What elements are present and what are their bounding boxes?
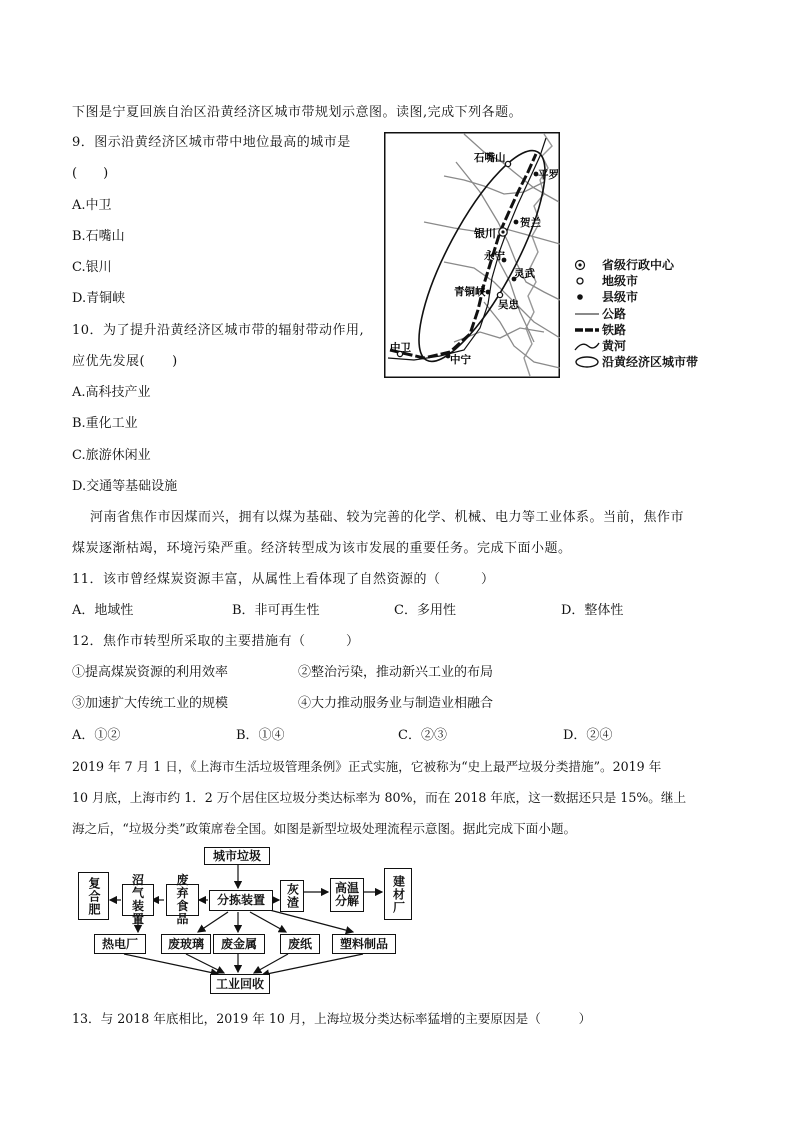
biogas-device-box: 沼气装置: [122, 884, 154, 916]
q12-option-d: D．②④: [563, 728, 613, 743]
legend-yellow-river: 黄河: [572, 338, 698, 354]
q12-option-a: A．①②: [72, 728, 121, 743]
q12-item-1: ①提高煤炭资源的利用效率: [72, 665, 229, 680]
lingwu-label: 灵武: [514, 268, 535, 280]
glass-box: 废玻璃: [161, 934, 211, 954]
yinchuan-marker-inner: [501, 230, 504, 233]
paper-box: 废纸: [280, 934, 320, 954]
zhongwei-label: 中卫: [390, 342, 411, 354]
passage3-line1: 2019 年 7 月 1 日，《上海市生活垃圾管理条例》正式实施，它被称为“史上最严垃圾分类措施”。2019 年: [72, 759, 662, 774]
yinchuan-label: 银川: [474, 227, 496, 240]
building-material-box: 建材厂: [384, 868, 412, 920]
q12-option-c: C．②③: [398, 728, 447, 743]
q11-option-a: A．地域性: [72, 603, 134, 618]
food-waste-box: 废弃食品: [166, 884, 199, 916]
river-line-icon: [574, 339, 600, 353]
ash-box: 灰渣: [280, 880, 304, 912]
highway-line-icon: [574, 307, 600, 321]
q11-option-b: B．非可再生性: [232, 603, 320, 618]
yongning-label: 永宁: [484, 250, 505, 262]
qingtongxia-label: 青铜峡: [454, 286, 486, 298]
ningxia-map: [384, 132, 560, 378]
city-waste-box: 城市垃圾: [204, 847, 270, 865]
legend-provincial-capital: 省级行政中心: [572, 257, 698, 273]
q9-option-b: B.石嘴山: [72, 229, 125, 244]
pingluo-label: 平罗: [538, 169, 559, 181]
q11-option-d: D．整体性: [561, 603, 624, 618]
passage3-line2: 10 月底，上海市约 1．2 万个居住区垃圾分类达标率为 80%，而在 2018 年底，这一数据还只是 15%。继上: [72, 790, 687, 805]
provincial-capital-icon: [574, 258, 600, 272]
high-temp-box: 高温分解: [330, 878, 364, 912]
q12-stem: 12．焦作市转型所采取的主要措施有（ ）: [72, 634, 360, 649]
q9-option-a: A.中卫: [72, 198, 112, 213]
q10-stem-line1: 10．为了提升沿黄经济区城市带的辐射带动作用,: [72, 323, 365, 338]
passage3-line3: 海之后，“垃圾分类”政策席卷全国。如图是新型垃圾处理流程示意图。据此完成下面小题。: [72, 821, 577, 836]
shizuishan-marker: [505, 161, 510, 166]
wuzhong-label: 吴忠: [498, 299, 519, 311]
q10-option-c: C.旅游休闲业: [72, 448, 151, 463]
helan-label: 贺兰: [520, 217, 541, 229]
compound-fertilizer-box: 复合肥: [78, 872, 109, 920]
wuzhong-marker: [497, 292, 502, 297]
q12-item-3: ③加速扩大传统工业的规模: [72, 696, 229, 711]
q10-option-b: B.重化工业: [72, 416, 138, 431]
map-legend: [572, 257, 698, 370]
shizuishan-label: 石嘴山: [474, 152, 506, 164]
legend-county-city: 县级市: [572, 289, 698, 305]
county-city-icon: [574, 290, 600, 304]
q10-option-a: A.高科技产业: [72, 385, 151, 400]
q10-option-d: D.交通等基础设施: [72, 479, 178, 494]
helan-marker: [514, 220, 519, 225]
qingtongxia-marker: [486, 290, 491, 295]
railway-line-icon: [574, 323, 600, 337]
q9-option-c: C.银川: [72, 260, 112, 275]
q9-paren: ( ): [72, 166, 109, 181]
metal-box: 废金属: [213, 934, 265, 954]
passage2-line2: 煤炭逐渐枯竭，环境污染严重。经济转型成为该市发展的重要任务。完成下面小题。: [72, 541, 572, 556]
power-plant-box: 热电厂: [94, 934, 146, 954]
q9-stem: 9．图示沿黄经济区城市带中地位最高的城市是: [72, 135, 351, 150]
prefecture-city-icon: [574, 274, 600, 288]
ellipse-icon: [574, 355, 600, 369]
waste-flow-diagram: [78, 846, 418, 1002]
q12-option-b: B．①④: [236, 728, 285, 743]
zhongning-label: 中宁: [450, 354, 471, 366]
sorting-device-box: 分拣装置: [209, 890, 273, 911]
q11-option-c: C．多用性: [394, 603, 456, 618]
industrial-recycling-box: 工业回收: [210, 974, 270, 994]
legend-city-belt: 沿黄经济区城市带: [572, 354, 698, 370]
q12-item-2: ②整治污染，推动新兴工业的布局: [298, 665, 494, 680]
passage2-line1: 河南省焦作市因煤而兴，拥有以煤为基础、较为完善的化学、机械、电力等工业体系。当前，焦作市: [90, 510, 685, 525]
q9-option-d: D.青铜峡: [72, 291, 126, 306]
q11-stem: 11．该市曾经煤炭资源丰富，从属性上看体现了自然资源的（ ）: [72, 572, 495, 587]
q13-stem: 13．与 2018 年底相比，2019 年 10 月，上海垃圾分类达标率猛增的主要原因是（ ）: [72, 1011, 592, 1026]
q12-item-4: ④大力推动服务业与制造业相融合: [298, 696, 494, 711]
legend-railway: 铁路: [572, 322, 698, 338]
section-intro: 下图是宁夏回族自治区沿黄经济区城市带规划示意图。读图,完成下列各题。: [72, 105, 523, 120]
q10-stem-line2: 应优先发展( ): [72, 354, 178, 369]
plastic-box: 塑料制品: [332, 934, 396, 954]
legend-highway: 公路: [572, 306, 698, 322]
legend-prefecture-city: 地级市: [572, 273, 698, 289]
